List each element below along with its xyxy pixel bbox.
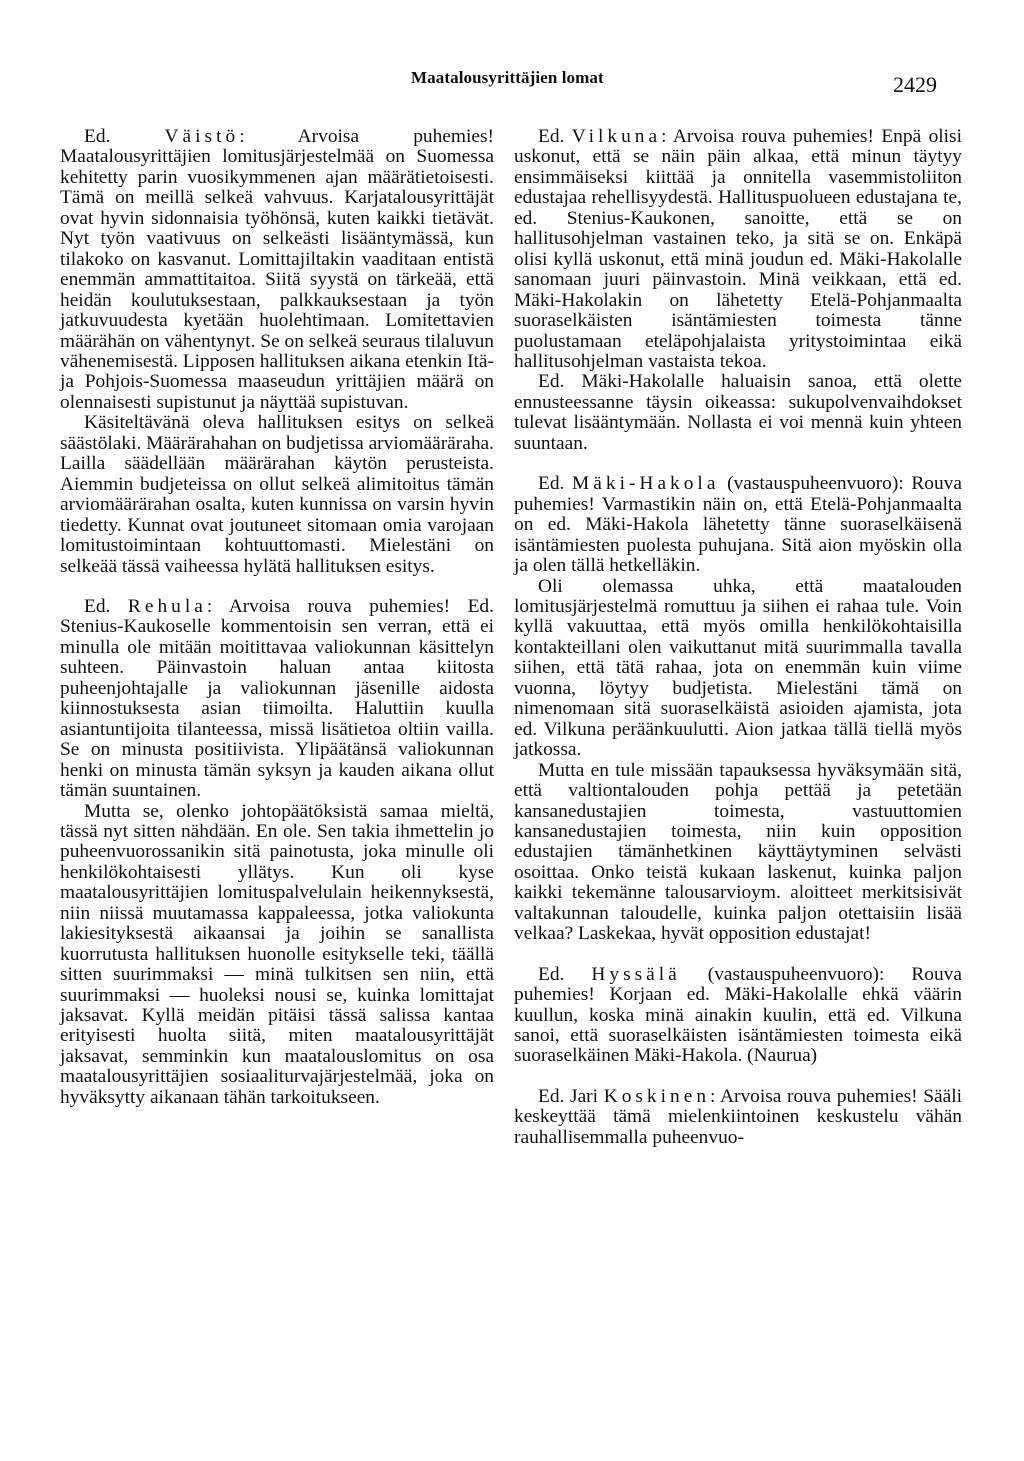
speaker-prefix: Ed. [538,963,592,985]
speaker-name: Hyssälä [591,963,681,985]
paragraph: Käsiteltävänä oleva hallituksen esitys on selkeä säästölaki. Määrärahahan on budjetissa arviomääräraha. Lailla säädellään määrärahan käytön perusteista. Aiemmin budjeteissa on ollut selkeä alimitoitus tämän arviomäärärahan osalta, kuten kunnissa on varsin hyvin tiedetty. Kunnat ovat joutuneet sitomaan omia varojaan lomitustoimintaan kohtuuttomasti. Mielestäni on selkeää tässä vaiheessa hylätä hallituksen esitys. [60,412,494,577]
speaker-prefix: Ed. [538,473,573,495]
speaker-prefix: Ed. [538,126,572,147]
speech-maki-hakola [514,474,962,576]
paragraph: Mutta se, olenko johtopäätöksistä samaa mieltä, tässä nyt sitten nähdään. En ole. Sen takia ihmettelin jo puheenvuorossanikin sitä painotusta, joka minulle oli henkilökohtaisesti yllätys. Kun oli kyse maatalousyrittäjien lomituspalvelulain heikennyksestä, niin niissä muutamassa kappaleessa, jotka valiokunta lakiesityksestä aikaansai ja joihin se sanallista kuorrutusta hallituksen huonolle esitykselle teki, täällä sitten suurimmaksi — minä tulkitsen sen niin, että suurimmaksi — huoleksi nousi se, kuinka lomittajat jaksavat. Kyllä meidän pitäisi tässä salissa kantaa erityisesti huolta siitä, miten maatalousyrittäjät jaksavat, semminkin kun maatalouslomitus on osa maatalousyrittäjien sosiaaliturvajärjestelmää, joka on hyväksytty aikanaan tähän tarkoitukseen. [60,800,494,1108]
page-number: 2429 [893,72,937,97]
speech-text: : Arvoisa rouva puhemies! Enpä olisi uskonut, että se näin päin alkaa, että minun täytyy ensimmäiseksi kiittää ja onnitella vasemmistoliiton edustajaa rehellisyydestä. Hallituspuolueen edustajana te, ed. Stenius-Kaukonen, sanoitte, että se on hallitusohjelman vastainen teko, ja sitä se on. Enkäpä olisi kyllä uskonut, että minä joudun ed. Mäki-Hakolalle sanomaan juuri päinvastoin. Minä veikkaan, että ed. Mäki-Hakolakin on lähetetty Etelä-Pohjanmaalta suoraselkäisten isäntämiesten toimesta tänne puolustamaan eteläpohjalaista yritystoimintaa eikä hallitusohjelman vastaista tekoa. [514,126,962,372]
speech-text: : Arvoisa puhemies! Maatalousyrittäjien lomitusjärjestelmää on Suomessa kehitetty parin vuosikymmenen ajan määrätietoisesti. Tämä on meillä selkeä vahvuus. Karjatalousyrittäjät ovat hyvin sidonnaisia työhönsä, kuten kaikki tietävät. Nyt työn vaativuus on selkeästi lisääntymässä, kun tilakoko on kasvanut. Lomittajiltakin vaaditaan entistä enemmän ammattitaitoa. Siitä syystä on tärkeää, että heidän koulutuksestaan, palkkauksestaan ja työn jatkuvuudesta kyetään huolehtimaan. Lomitettavien määrähän on vähentynyt. Se on selkeä seuraus tilaluvun vähenemisestä. Lipposen hallituksen aikana etenkin Itä- ja Pohjois-Suomessa maaseudun yrittäjien määrä on olennaisesti supistunut ja näyttää supistuvan. [60,126,495,413]
speech-hyssala [514,965,962,1067]
left-column [60,127,494,1108]
speaker-prefix: Ed. [84,126,165,147]
speaker-name: Mäki-Hakola [572,473,720,495]
speech-vilkuna [514,127,962,372]
speech-koskinen [514,1087,962,1148]
paragraph: Mutta en tule missään tapauksessa hyväksymään sitä, että valtiontalouden pohja pettää ja petetään kansanedustajien toimesta, vastuuttomien kansanedustajien toimesta, niin kuin opposition edustajien tämänhetkinen käyttäytyminen selvästi osoittaa. Onko teistä kukaan laskenut, kuinka paljon kaikki tekemänne talousarvioym. aloitteet merkitsisivät valtakunnan taloudelle, kuinka paljon otettaisiin lisää velkaa? Laskekaa, hyvät opposition edustajat! [514,759,962,945]
paragraph: Ed. Mäki-Hakolalle haluaisin sanoa, että olette ennusteessanne täysin oikeassa: sukupolvenvaihdokset tulevat lisääntymään. Nollasta ei voi mennä kuin yhteen suuntaan. [514,371,962,454]
speech-rehula [60,597,494,802]
speaker-prefix: Ed. [84,595,128,617]
speaker-name: Väistö [164,126,240,147]
speaker-name: Vilkuna [571,126,662,147]
speaker-prefix: Ed. Jari [538,1085,604,1107]
right-column [514,127,962,1148]
speech-text: (vastauspuheenvuoro): Rouva puhemies! Varmastikin näin on, että Etelä-Pohjanmaalta on ed. Mäki-Hakola lähetetty tänne suoraselkäisenä isäntämiesten puolesta puhujana. Sitä aion myöskin olla ja olen tällä hetkelläkin. [514,473,962,577]
running-title: Maatalousyrittäjien lomat [411,68,604,87]
speech-vaisto [60,127,494,413]
paragraph: Oli olemassa uhka, että maatalouden lomitusjärjestelmä romuttuu ja siihen ei rahaa tule. Voin kyllä vakuuttaa, että myös omilla henkilökohtaisilla kontakteillani olen vaikuttanut mitä suurimmalla tavalla siihen, että tätä rahaa, jota on enemmän kuin viime vuonna, löytyy budjetista. Mielestäni tämä on nimenomaan sitä suoraselkäistä asioiden ajamista, jota ed. Vilkuna peräänkuulutti. Aion jatkaa tällä tiellä myös jatkossa. [514,575,962,761]
speaker-name: Koskinen [603,1085,711,1107]
speech-text: (vastauspuheenvuoro): Rouva puhemies! Korjaan ed. Mäki-Hakolalle ehkä väärin kuullun, koska minä ainakin kuulin, että ed. Vilkuna sanoi, että suoraselkäisten isäntämiesten toimesta eikä suoraselkäinen Mäki-Hakola. (Naurua) [514,963,962,1067]
speech-text: : Arvoisa rouva puhemies! Ed. Stenius-Kaukoselle kommentoisin sen verran, että ei minulla ole mitään moitittavaa valiokunnan käsittelyn suhteen. Päinvastoin haluan antaa kiitosta puheenjohtajalle ja valiokunnan jäsenille aidosta kiinnostuksesta asian tiimoilta. Haluttiin kuulla asiantuntijoita tilanteessa, missä lisätietoa oltiin vailla. Se on minusta positiivista. Ylipäätänsä valiokunnan henki on minusta tämän syksyn ja kauden aikana ollut tämän suuntainen. [60,595,494,802]
speech-text: : Arvoisa rouva puhemies! Sääli keskeyttää tämä mielenkiintoinen keskustelu vähän rauhallisemmalla puheenvuo- [514,1085,962,1148]
speaker-name: Rehula [127,595,207,617]
